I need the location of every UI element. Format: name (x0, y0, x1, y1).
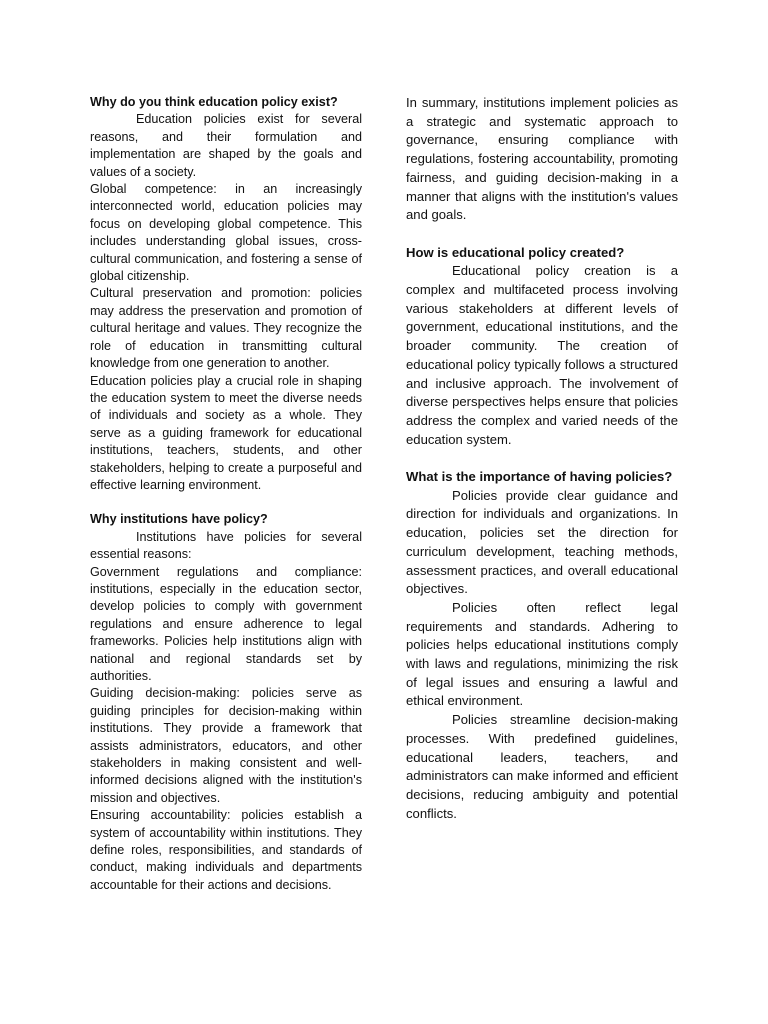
paragraph-policy-creation: Educational policy creation is a complex and multifaceted process involving various stakeholders at different levels of government, educational institutions, and the broader community. The creation of educational policy typically follows a structured and inclusive approach. The involvement of diverse perspectives helps ensure that policies address the complex and varied needs of the education system. (406, 263, 678, 447)
left-column (90, 94, 362, 894)
heading-how-policy-created: How is educational policy created? (406, 244, 625, 260)
paragraph-guidance-direction: Policies provide clear guidance and direction for individuals and organizations. In education, policies set the direction for curriculum development, teaching methods, assessment practices, and overall educational objectives. (406, 487, 678, 597)
paragraph-crucial-role: Education policies play a crucial role in shaping the education system to meet the diverse needs of individuals and society as a whole. They serve as a guiding framework for educational institutions, teachers, students, and other stakeholders, helping to create a purposeful and effective learning environment. (90, 373, 362, 492)
paragraph-institutions-intro: Institutions have policies for several essential reasons: (90, 529, 362, 562)
paragraph-legal-requirements: Policies often reflect legal requirements and standards. Adhering to policies helps educational institutions comply with laws and regulations, minimizing the risk of legal issues and ensuring a lawful and ethical environment. (406, 599, 678, 709)
spacer (90, 494, 362, 511)
paragraph-government-regulations: Government regulations and compliance: institutions, especially in the education sector, develop policies to comply with government regulations and ensure adherence to legal frameworks. Policies help institutions align with national and regional standards set by authorities. (90, 564, 362, 683)
heading-why-education-policy-exist: Why do you think education policy exist? (90, 95, 338, 109)
heading-importance-of-policies: What is the importance of having policies? (406, 469, 673, 485)
paragraph-cultural-preservation: Cultural preservation and promotion: policies may address the preservation and promotion of cultural heritage and values. They recognize the role of education in transmitting cultural knowledge from one generation to another. (90, 286, 362, 371)
paragraph-ensuring-accountability: Ensuring accountability: policies establish a system of accountability within institutions. They define roles, responsibilities, and standards of conduct, making individuals and departments accountable for their actions and decisions. (90, 808, 362, 892)
paragraph-summary: In summary, institutions implement policies as a strategic and systematic approach to governance, ensuring compliance with regulations, fostering accountability, promoting fairness, and guiding decision-making in a manner that aligns with the institution's values and goals. (406, 95, 678, 223)
paragraph-intro-reasons: Education policies exist for several reasons, and their formulation and implementation are shaped by the goals and values of a society. (90, 112, 362, 179)
heading-why-institutions-have-policy: Why institutions have policy? (90, 512, 268, 527)
paragraph-global-competence: Global competence: in an increasingly interconnected world, education policies may focus on developing global competence. This includes understanding global issues, cross-cultural communication, and fostering a sense of global citizenship. (90, 182, 362, 284)
paragraph-streamline-decisions: Policies streamline decision-making processes. With predefined guidelines, educational leaders, teachers, and administrators can make informed and efficient decisions, reducing ambiguity and potential conflicts. (406, 712, 678, 821)
spacer (406, 225, 678, 244)
right-column (406, 94, 678, 823)
paragraph-guiding-decision-making: Guiding decision-making: policies serve as guiding principles for decision-making within institutions. They provide a framework that assists administrators, educators, and other stakeholders in making consistent and well-informed decisions aligned with the institution's mission and objectives. (90, 686, 362, 805)
spacer (406, 449, 678, 468)
